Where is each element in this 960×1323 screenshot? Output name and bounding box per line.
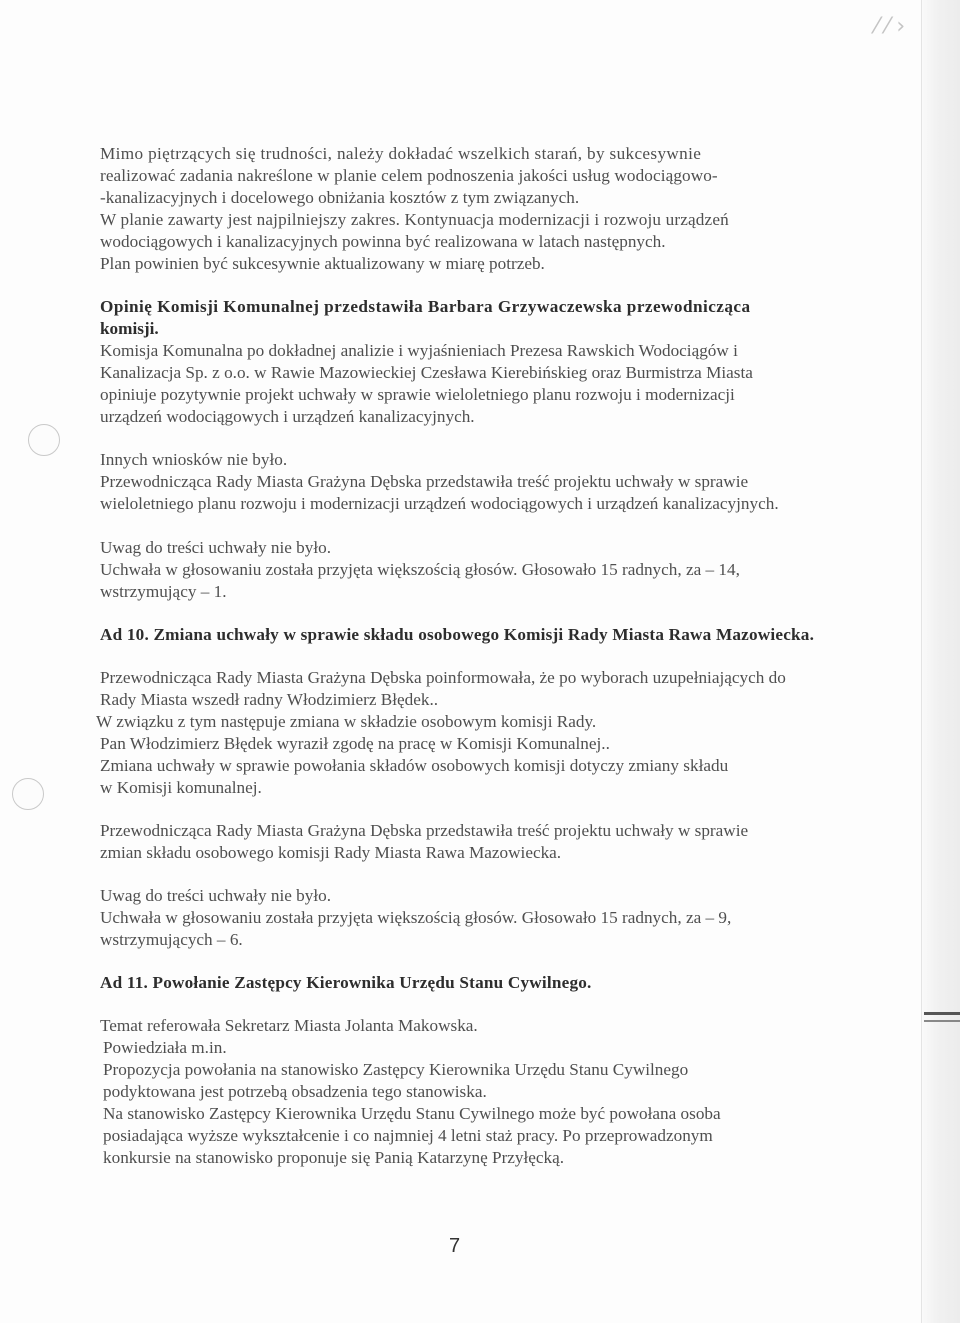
text-line: Plan powinien być sukcesywnie aktualizowany w miarę potrzeb. bbox=[100, 254, 545, 273]
text-line: wstrzymujących – 6. bbox=[100, 930, 243, 949]
text-line: Propozycja powołania na stanowisko Zastępcy Kierownika Urzędu Stanu Cywilnego bbox=[103, 1060, 689, 1079]
section-heading: komisji. bbox=[100, 319, 159, 338]
section-heading: Opinię Komisji Komunalnej przedstawiła Barbara Grzywaczewska przewodnicząca bbox=[100, 297, 751, 316]
text-line: Przewodnicząca Rady Miasta Grażyna Dębska poinformowała, że po wyborach uzupełniających do bbox=[100, 668, 786, 687]
scan-edge bbox=[921, 0, 960, 1323]
text-line: posiadająca wyższe wykształcenie i co najmniej 4 letni staż pracy. Po przeprowadzonym bbox=[103, 1126, 713, 1145]
text-line: urządzeń wodociągowych i urządzeń kanalizacyjnych. bbox=[100, 407, 475, 426]
text-line: wstrzymujący – 1. bbox=[100, 582, 227, 601]
text-line: Innych wniosków nie było. bbox=[100, 450, 288, 469]
text-line: Zmiana uchwały w sprawie powołania składów osobowych komisji dotyczy zmiany składu bbox=[100, 756, 729, 775]
text-line: w Komisji komunalnej. bbox=[100, 778, 262, 797]
punch-hole bbox=[28, 424, 60, 456]
text-line: W związku z tym następuje zmiana w składzie osobowym komisji Rady. bbox=[96, 712, 597, 731]
text-line: Mimo piętrzących się trudności, należy dokładać wszelkich starań, by sukcesywnie bbox=[100, 144, 702, 163]
text-line: podyktowana jest potrzebą obsadzenia tego stanowiska. bbox=[103, 1082, 487, 1101]
scan-edge-mark bbox=[924, 1012, 960, 1015]
text-line: Przewodnicząca Rady Miasta Grażyna Dębska przedstawiła treść projektu uchwały w sprawie bbox=[100, 472, 749, 491]
text-line: Uwag do treści uchwały nie było. bbox=[100, 538, 332, 557]
text-line: -kanalizacyjnych i docelowego obniżania kosztów z tym związanych. bbox=[100, 188, 580, 207]
page-number: 7 bbox=[449, 1235, 461, 1257]
text-line: Na stanowisko Zastępcy Kierownika Urzędu Stanu Cywilnego może być powołana osoba bbox=[103, 1104, 721, 1123]
text-line: Kanalizacja Sp. z o.o. w Rawie Mazowieckiej Czesława Kierebińskieg oraz Burmistrza Miasta bbox=[100, 363, 753, 382]
punch-hole bbox=[12, 778, 44, 810]
text-line: zmian składu osobowego komisji Rady Miasta Rawa Mazowiecka. bbox=[100, 843, 562, 862]
corner-handwritten-mark: ⁄ ⁄ › bbox=[875, 14, 906, 39]
text-line: wodociągowych i kanalizacyjnych powinna być realizowana w latach następnych. bbox=[100, 232, 666, 251]
scan-edge-mark bbox=[924, 1020, 960, 1022]
text-line: Pan Włodzimierz Błędek wyraził zgodę na pracę w Komisji Komunalnej.. bbox=[100, 734, 610, 753]
text-line: W planie zawarty jest najpilniejszy zakres. Kontynuacja modernizacji i rozwoju urządzeń bbox=[100, 210, 729, 229]
text-line: Przewodnicząca Rady Miasta Grażyna Dębska przedstawiła treść projektu uchwały w sprawie bbox=[100, 821, 749, 840]
text-line: Temat referowała Sekretarz Miasta Jolanta Makowska. bbox=[100, 1016, 478, 1035]
section-heading: Ad 11. Powołanie Zastępcy Kierownika Urzędu Stanu Cywilnego. bbox=[100, 973, 592, 992]
text-line: Uwag do treści uchwały nie było. bbox=[100, 886, 332, 905]
text-line: opiniuje pozytywnie projekt uchwały w sprawie wieloletniego planu rozwoju i modernizacji bbox=[100, 385, 735, 404]
text-line: konkursie na stanowisko proponuje się Panią Katarzynę Przyłęcką. bbox=[103, 1148, 565, 1167]
text-line: Uchwała w głosowaniu została przyjęta większością głosów. Głosowało 15 radnych, za – 14, bbox=[100, 560, 740, 579]
text-line: realizować zadania nakreślone w planie celem podnoszenia jakości usług wodociągowo- bbox=[100, 166, 718, 185]
text-line: Rady Miasta wszedł radny Włodzimierz Błędek.. bbox=[100, 690, 439, 709]
text-line: wieloletniego planu rozwoju i modernizacji urządzeń wodociągowych i urządzeń kanalizacyjnych. bbox=[100, 494, 779, 513]
text-line: Komisja Komunalna po dokładnej analizie i wyjaśnieniach Prezesa Rawskich Wodociągów i bbox=[100, 341, 738, 360]
section-heading: Ad 10. Zmiana uchwały w sprawie składu osobowego Komisji Rady Miasta Rawa Mazowiecka. bbox=[100, 625, 815, 644]
text-line: Powiedziała m.in. bbox=[103, 1038, 227, 1057]
text-line: Uchwała w głosowaniu została przyjęta większością głosów. Głosowało 15 radnych, za – 9, bbox=[100, 908, 732, 927]
